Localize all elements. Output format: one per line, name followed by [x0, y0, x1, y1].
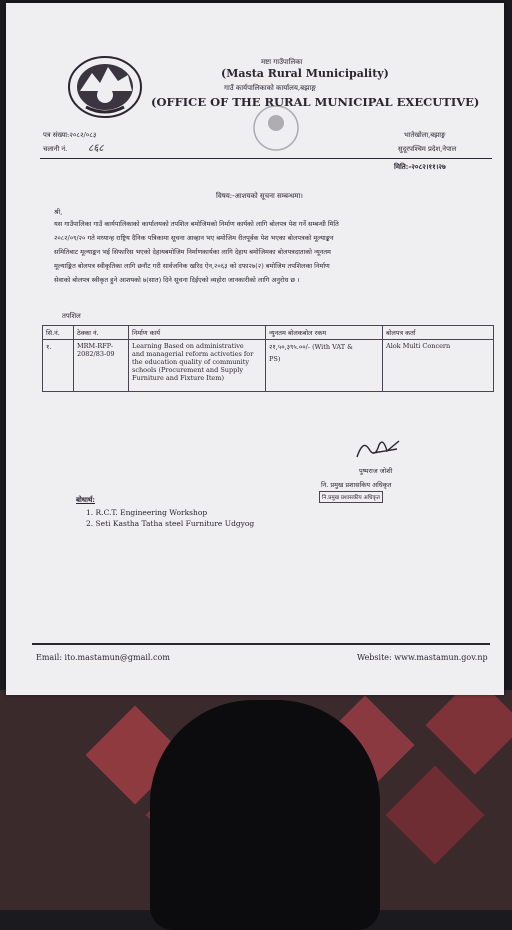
row-work-description [129, 340, 266, 392]
table-header-row [43, 326, 494, 340]
row-amount [266, 340, 383, 392]
footer-email: Email: ito.mastamun@gmail.com [36, 653, 170, 662]
footer-divider [32, 643, 490, 645]
table-header-cell: सि.नं. [43, 326, 74, 340]
row-serial: १. [43, 340, 74, 392]
work-line: Furniture and Fixture Item) [132, 374, 224, 382]
body-line: सेवाको बोलपत्र स्वीकृत हुने आशयको ७(सात) दिने सूचना दिईएको व्यहोरा जानकारीको लागि अनुरोध छ । [54, 276, 300, 284]
contract-no-part: 2082/83-09 [77, 350, 115, 358]
salutation: श्री, [54, 208, 63, 216]
work-line: schools (Procurement and Supply [132, 366, 244, 374]
office-round-stamp [251, 101, 301, 156]
office-name-np: गाउँ कार्यपालिकाको कार्यालय,बझाङ्ग [224, 84, 316, 92]
dispatch-label: चलानी नं. [43, 145, 68, 153]
table-row [43, 340, 494, 392]
cc-item: 2. Seti Kastha Tatha steel Furniture Udgyog [86, 519, 255, 528]
amount-line: २१,५०,३९५.००/- (With VAT & [269, 343, 353, 351]
body-line: समितिबाट मूल्याङ्कन भई सिफारिस भएको देहायबमोजिम निर्माणकार्यका लागि देहाय बमोजिमका बोलपत्रदाताको न्यूनतम [54, 248, 331, 256]
bid-table [42, 325, 494, 392]
letter-paper [6, 3, 504, 695]
carpet-pattern [426, 690, 512, 774]
body-line: यस गाउँपालिका गाउँ कार्यपालिकाको कार्यालयको तपशिल बमोजिमको निर्माण कार्यको लागि बोलपत्र पेश गर्ने सम्बन्धी मिति [54, 220, 339, 228]
footer-website: Website: www.mastamun.gov.np [357, 653, 488, 662]
work-line: and managerial reform activeties for [132, 350, 254, 358]
table-header-cell: बोलपत्र कर्ता [383, 326, 494, 340]
carpet-pattern [386, 766, 485, 865]
body-line: मूल्याङ्कित बोलपत्र स्वीकृतिका लागि छनौट गरी सार्वजनिक खरिद ऐन,२०६३ को दफा२७(२) बमोजिम तपशिलका निर्माण [54, 262, 330, 270]
address-line-2: सुदूरपश्चिम प्रदेश,नेपाल [398, 145, 457, 153]
details-label: तपशिल [62, 312, 81, 320]
cc-item: 1. R.C.T. Engineering Workshop [86, 508, 208, 517]
signatory-name: पुष्पराज जोशी [359, 467, 393, 475]
dispatch-number: ८६८ [88, 143, 104, 154]
amount-line: PS) [269, 355, 281, 363]
contract-no-part: MRM-RFP- [77, 342, 114, 350]
shoe-shadow [150, 700, 380, 930]
address-line-1: भातेखोला,बझाङ्ग [404, 131, 446, 139]
letter-number: पत्र संख्या:२०८२/०८३ [43, 131, 97, 139]
table-header-cell: ठेक्का नं. [74, 326, 129, 340]
table-header-cell: निर्माण कार्य [129, 326, 266, 340]
nepal-emblem-logo [66, 51, 144, 121]
work-line: Learning Based on administrative [132, 342, 244, 350]
signatory-stamp: नि.प्रमुख प्रशासकीय अधिकृत [319, 491, 383, 503]
office-name-en: (OFFICE OF THE RURAL MUNICIPAL EXECUTIVE) [151, 95, 480, 109]
body-line: २०८२/०९/२० गते मध्यान्ह राष्ट्रिय दैनिक पत्रिकामा सूचना आव्हान भए बमोजिम रीतपूर्वक पेश भएका बोलपत्रको मूल्याङ्कन [54, 234, 334, 242]
signatory-title: नि. प्रमुख प्रशासकिय अधिकृत [321, 481, 392, 489]
table-header-cell: न्युनतम बोलकबोल रकम [266, 326, 383, 340]
cc-label: बोधार्थ: [76, 495, 95, 504]
header-divider [40, 158, 492, 159]
handwritten-signature [353, 435, 403, 463]
letter-date: मिति:-२०८२।११।२७ [394, 162, 446, 171]
row-contract-number [74, 340, 129, 392]
municipality-name-en: (Masta Rural Municipality) [221, 67, 389, 80]
municipality-name-np: मष्टा गाउँपालिका [261, 58, 303, 66]
work-line: the education quality of community [132, 358, 250, 366]
letter-subject: विषय:-आशयको सूचना सम्बन्धमा। [216, 192, 303, 200]
row-bidder: Alok Multi Concern [383, 340, 494, 392]
